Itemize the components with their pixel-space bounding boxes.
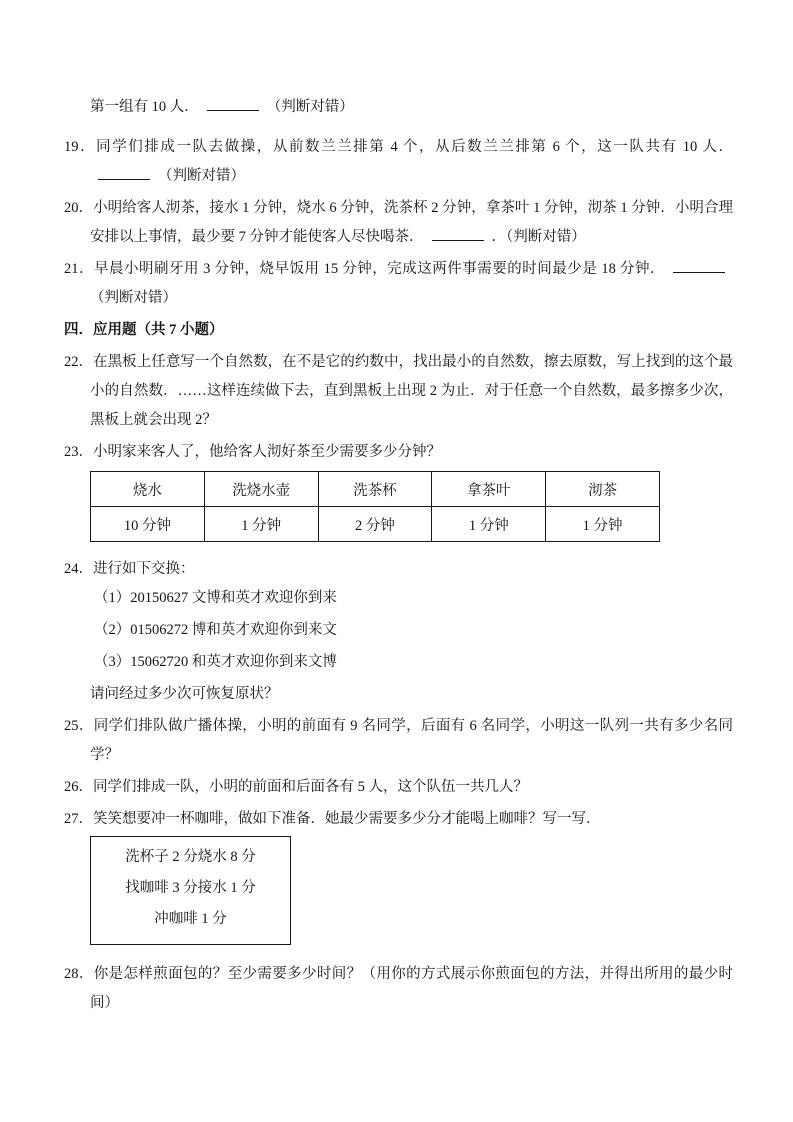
question-text: 在黑板上任意写一个自然数，在不是它的约数中，找出最小的自然数，擦去原数，写上找到的这个最小的自然数．……这样连续做下去，直到黑板上出现 2 为止．对于任意一个自然数，最多擦多少次，黑板上就会出现 2？ — [90, 354, 734, 428]
question-21 — [64, 255, 733, 313]
table-value-row — [91, 507, 660, 542]
question-number: 24． — [64, 561, 93, 577]
question-suffix: ．（判断对错） — [491, 229, 586, 245]
table-value-cell: 1 分钟 — [432, 507, 546, 542]
question-suffix: （判断对错） — [90, 290, 177, 306]
table-header-cell: 洗烧水壶 — [204, 472, 318, 507]
question-28 — [64, 960, 733, 1018]
question-24-item-2: （2）01506272 博和英才欢迎你到来文 — [94, 622, 337, 638]
coffee-step-line: 冲咖啡 1 分 — [154, 911, 227, 927]
table-value-cell: 1 分钟 — [204, 507, 318, 542]
question-text: 笑笑想要冲一杯咖啡，做如下准备．她最少需要多少分才能喝上咖啡？写一写． — [93, 811, 601, 827]
answer-blank — [673, 270, 725, 273]
answer-blank — [207, 108, 259, 111]
question-20 — [64, 194, 733, 252]
worksheet-content — [64, 93, 733, 1018]
tea-steps-table — [90, 471, 660, 542]
question-19 — [64, 133, 733, 191]
question-text: 早晨小明刷牙用 3 分钟，烧早饭用 15 分钟，完成这两件事需要的时间最少是 18 分钟． — [94, 261, 665, 277]
question-number: 22． — [64, 354, 94, 370]
question-number: 25． — [64, 718, 94, 734]
answer-blank — [432, 238, 484, 241]
table-header-cell: 洗茶杯 — [318, 472, 432, 507]
question-number: 28． — [64, 966, 94, 982]
question-24 — [64, 555, 733, 584]
question-24-item-1: （1）20150627 文博和英才欢迎你到来 — [94, 590, 337, 606]
question-22 — [64, 348, 733, 435]
question-text: 同学们排成一队，小明的前面和后面各有 5 人，这个队伍一共几人？ — [93, 779, 528, 795]
question-number: 23． — [64, 444, 93, 460]
table-header-cell: 拿茶叶 — [432, 472, 546, 507]
table-header-row — [91, 472, 660, 507]
question-23 — [64, 438, 733, 467]
question-suffix: （判断对错） — [158, 168, 245, 184]
question-24-item-3: （3）15062720 和英才欢迎你到来文博 — [94, 654, 337, 670]
coffee-step-line: 找咖啡 3 分接水 1 分 — [125, 880, 256, 896]
coffee-step-line: 洗杯子 2 分烧水 8 分 — [125, 849, 256, 865]
question-number: 21． — [64, 261, 94, 277]
table-value-cell: 1 分钟 — [546, 507, 660, 542]
question-number: 27． — [64, 811, 93, 827]
question-number: 20． — [64, 200, 94, 216]
question-24-tail: 请问经过多少次可恢复原状？ — [90, 686, 279, 702]
section-4-heading: 四．应用题（共 7 小题） — [64, 322, 224, 338]
answer-blank — [98, 177, 150, 180]
table-header-cell: 沏茶 — [546, 472, 660, 507]
table-value-cell: 10 分钟 — [91, 507, 205, 542]
table-value-cell: 2 分钟 — [318, 507, 432, 542]
question-text: 小明家来客人了，他给客人沏好茶至少需要多少分钟？ — [93, 444, 441, 460]
question-text: 你是怎样煎面包的？至少需要多少时间？（用你的方式展示你煎面包的方法，并得出所用的最少时间） — [90, 966, 733, 1011]
table-header-cell: 烧水 — [91, 472, 205, 507]
question-26 — [64, 773, 733, 802]
question-text: 进行如下交换： — [93, 561, 195, 577]
question-25 — [64, 712, 733, 770]
question-27 — [64, 805, 733, 834]
coffee-steps-box — [90, 836, 291, 945]
question-text: 同学们排成一队去做操，从前数兰兰排第 4 个，从后数兰兰排第 6 个，这一队共有 10 人． — [96, 139, 734, 155]
question-suffix: （判断对错） — [266, 99, 354, 115]
question-text: 小明给客人沏茶，接水 1 分钟，烧水 6 分钟，洗茶杯 2 分钟，拿茶叶 1 分钟，沏茶 1 分钟．小明合理安排以上事情，最少要 7 分钟才能使客人尽快喝茶． — [90, 200, 734, 245]
question-text: 同学们排队做广播体操，小明的前面有 9 名同学，后面有 6 名同学，小明这一队列一共有多少名同学？ — [90, 718, 733, 763]
question-number: 26． — [64, 779, 93, 795]
question-text: 第一组有 10 人． — [90, 99, 199, 115]
question-18-tail — [64, 93, 733, 122]
question-number: 19． — [64, 139, 97, 155]
